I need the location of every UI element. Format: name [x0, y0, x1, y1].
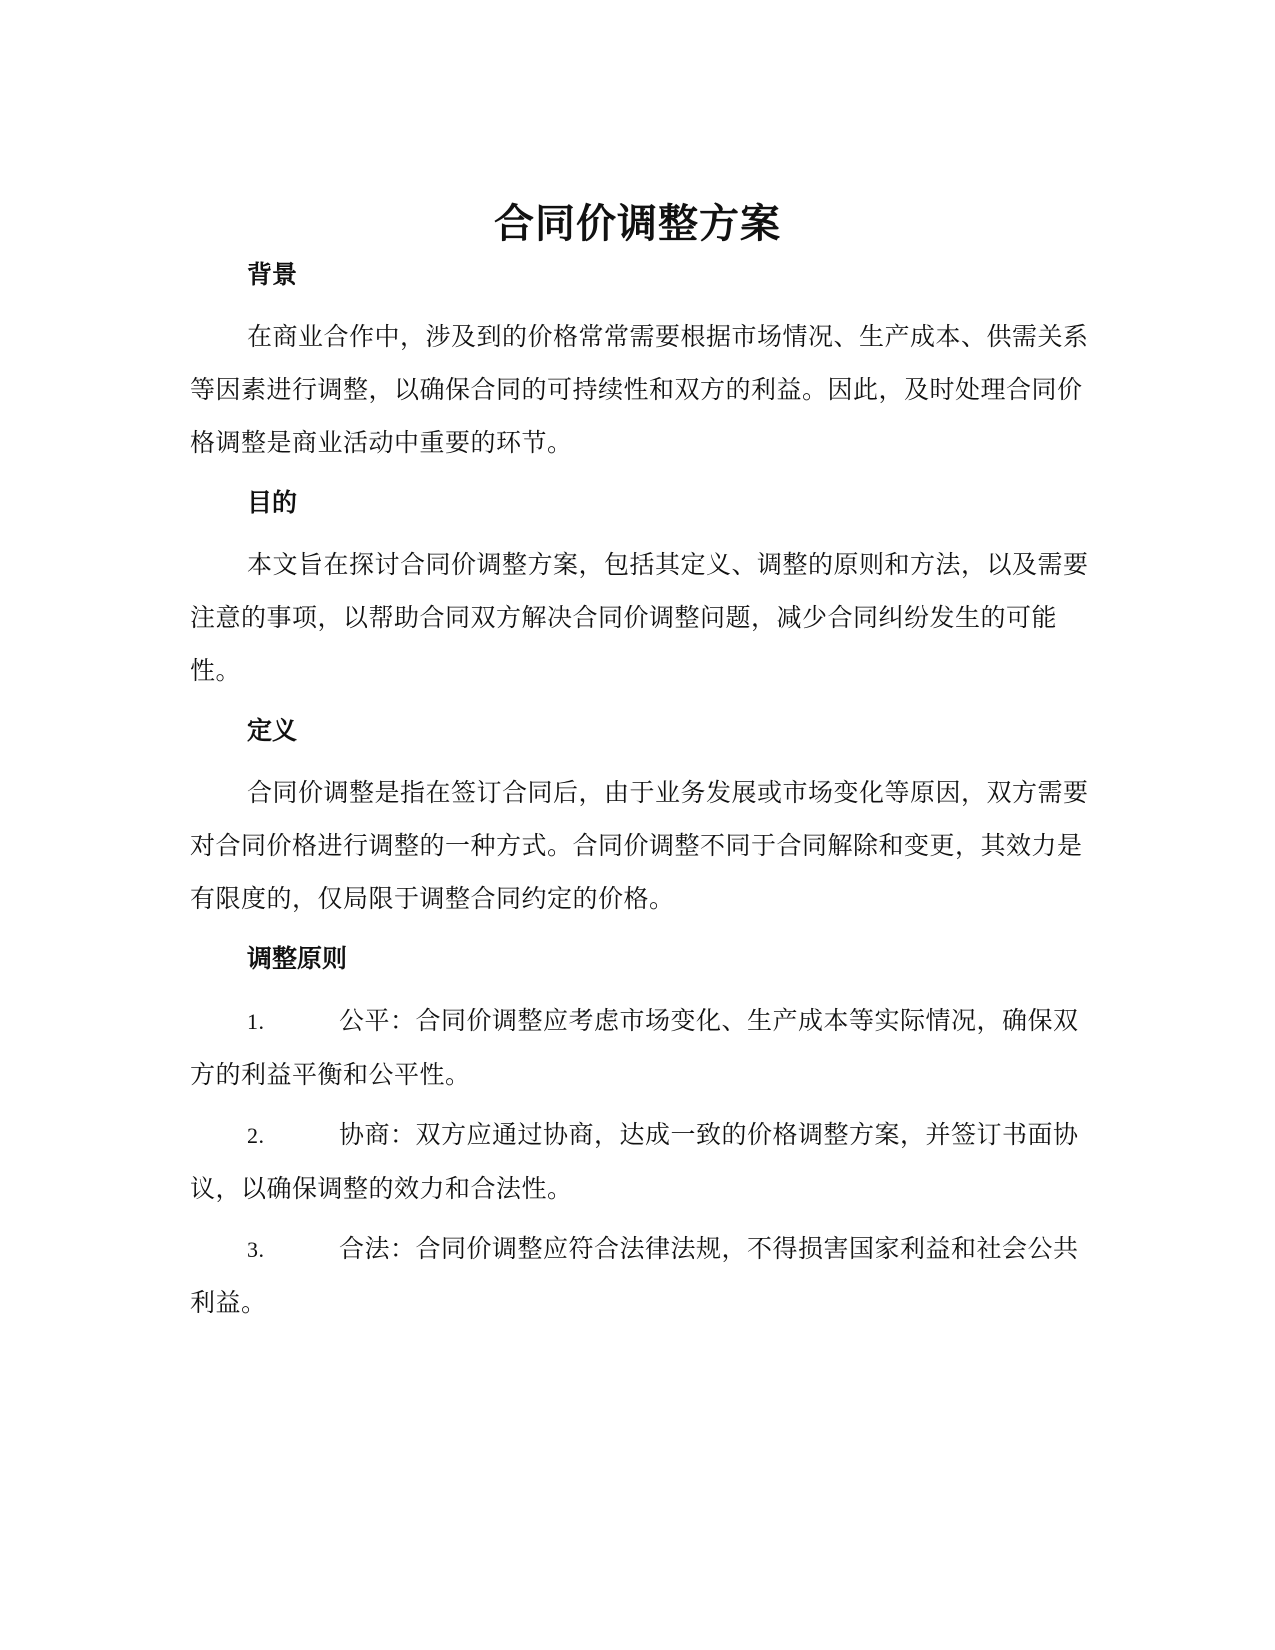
section-heading-definition: 定义	[247, 716, 298, 745]
list-item-text: 公平：合同价调整应考虑市场变化、生产成本等实际情况，确保双方的利益平衡和公平性。	[190, 1006, 1079, 1089]
list-item	[190, 994, 1090, 1101]
paragraph-background: 在商业合作中，涉及到的价格常常需要根据市场情况、生产成本、供需关系等因素进行调整，以确保合同的可持续性和双方的利益。因此，及时处理合同价格调整是商业活动中重要的环节。	[190, 322, 1089, 457]
section-heading-principles: 调整原则	[247, 944, 348, 973]
list-item-number: 3.	[247, 1237, 265, 1262]
section-heading-purpose: 目的	[247, 488, 298, 517]
paragraph-purpose: 本文旨在探讨合同价调整方案，包括其定义、调整的原则和方法，以及需要注意的事项，以帮助合同双方解决合同价调整问题，减少合同纠纷发生的可能性。	[190, 550, 1089, 685]
list-item	[190, 1222, 1090, 1329]
document-title: 合同价调整方案	[494, 201, 781, 247]
list-item-text: 合法：合同价调整应符合法律法规，不得损害国家利益和社会公共利益。	[190, 1234, 1079, 1317]
section-heading-background: 背景	[247, 260, 298, 289]
paragraph-definition: 合同价调整是指在签订合同后，由于业务发展或市场变化等原因，双方需要对合同价格进行调整的一种方式。合同价调整不同于合同解除和变更，其效力是有限度的，仅局限于调整合同约定的价格。	[190, 778, 1089, 913]
list-item-number: 1.	[247, 1009, 265, 1034]
list-item	[190, 1108, 1090, 1215]
list-item-number: 2.	[247, 1123, 265, 1148]
list-item-text: 协商：双方应通过协商，达成一致的价格调整方案，并签订书面协议，以确保调整的效力和合法性。	[190, 1120, 1079, 1203]
